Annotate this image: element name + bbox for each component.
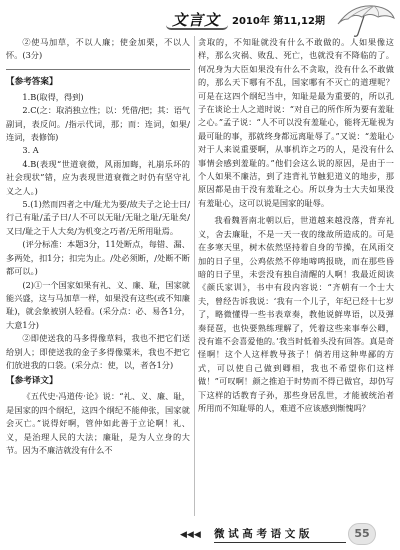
left-column [6,36,190,518]
paragraph: 2.C(之：取消独立性；以：凭借/把；其：语气副词，表反问。/指示代词，那；而：连词，如果/连词，表修饰) [6,105,190,143]
page-header [0,6,400,36]
paragraph: 4.B(表现“世道衰微，风雨加晦，礼崩乐坏的社会现状”错，应为表现世道衰微之时仍有坚守礼义之人。) [6,158,190,196]
paragraph: ②使马加草，不以人廉；使金加栗，不以人怀。(3分) [6,37,190,61]
section-rule [6,69,190,70]
magazine-brand: 文言文 [172,11,221,29]
footer-brand: 微 试 高 考 语 文 版 [214,528,310,540]
paragraph: 《五代史·冯道传·论》说：“礼、义、廉、耻，是国家的四个纲纪，这四个纲纪不能伸张，国家就会灭亡。”说得好啊，管仲如此善于立论啊！礼、义，是治理人民的大法；廉耻，是为人立身的大节。因为不廉洁就没有什么不 [6,391,190,455]
umbrella-icon [334,2,396,38]
paragraph: 3. A [22,145,39,156]
page-footer [0,522,400,550]
paragraph: (评分标准：本题3分，11处断点，每错、漏、多两处，扣1分；扣完为止。/处必须断，/处断不断都可以。) [6,239,190,277]
brand-swoosh [166,25,228,30]
page-number: 55 [348,523,376,545]
paragraph: ②即使送我的马多得像草料，我也不把它们送给别人；即使送我的金子多得像粟米，我也不把它们放进我的口袋。(采分点：使，以，者各1分) [6,333,190,370]
footer-line [214,542,346,543]
issue-label: 2010年 第11,12期 [232,16,325,27]
paragraph: 1.B(取得，得到) [22,91,84,102]
paragraph: (2)①一个国家如果有礼、义、廉、耻，国家就能兴盛，这与马加草一样，如果没有这些(或不知廉耻)，就会象被别人轻看。(采分点：必、易各1分，大意1分) [6,279,190,330]
right-column [198,36,394,518]
paragraph: 5.(1)然而四者之中/耻尤为要/故夫子之论士曰/行己有耻/孟子曰/人不可以无耻/无耻之耻/无耻矣/又曰/耻之于人大矣/为机变之巧者/无所用耻焉。 [6,199,190,236]
footer-arrows: ◀◀◀ [180,530,201,540]
section-heading: 【参考译文】 [6,376,58,387]
column-divider [194,36,195,516]
paragraph: 贪取的，不知耻就没有什么不敢做的。人如果像这样，那么灾祸、败乱、死亡，也就没有不降临的了。何况身为大臣如果没有什么不贪取，没有什么不敢做的，那么天下哪有不乱，国家哪有不灭亡的道理呢？可是在这四个纲纪当中，知耻是最为重要的，所以孔子在谈论士人之道时说：“对自己的所作所为要有羞耻之心。”孟子说：“人不可以没有羞耻心，能将无耻视为最可耻的事，那就终身都远离耻辱了。”又说：“羞耻心对于人来说重要啊，从事机诈之巧的人，是没有什么事情会感到羞耻的。”他们会这么说的原因，是由于一个人如果不廉洁，到了违背礼节触犯道义的地步，那原因都是由于没有羞耻之心。所以身为士大夫如果没有羞耻心，这可以说是国家的耻辱。 [198,37,394,208]
paragraph: 我看魏晋南北朝以后，世道越来越没落，背弃礼义，舍去廉耻，不是一天一夜的缘故所造成的。可是在多寒天里，树木依然坚持着自身的节操，在风雨交加的日子里，公鸡依然不停地啼鸣报晓，而在那些昏暗的日子里，未尝没有独自清醒的人啊！我最近阅读《颜氏家训》，书中有段内容说：“齐朝有一个士大夫，曾经告诉我说：‘我有一个儿子，年纪已经十七岁了，略微懂得一些书表章奏，教他说鲜卑语，以及弹奏琵琶，也快要熟练理解了，凭着这些来事奉公卿，没有谁不会喜爱他的。’我当时低着头没有回答。真是奇怪啊！这个人这样教导孩子！倘若用这种卑鄙的方式，可以使自己做到卿相，我也不希望你们这样做！”可叹啊！颜之推迫于时势而不得已做官，却仍写下这样的话教育子孙，那些身居乱世，才能被统治者所用而不知耻辱的人，难道不应该感到惭愧吗？ [198,215,394,413]
section-heading: 【参考答案】 [6,76,58,87]
